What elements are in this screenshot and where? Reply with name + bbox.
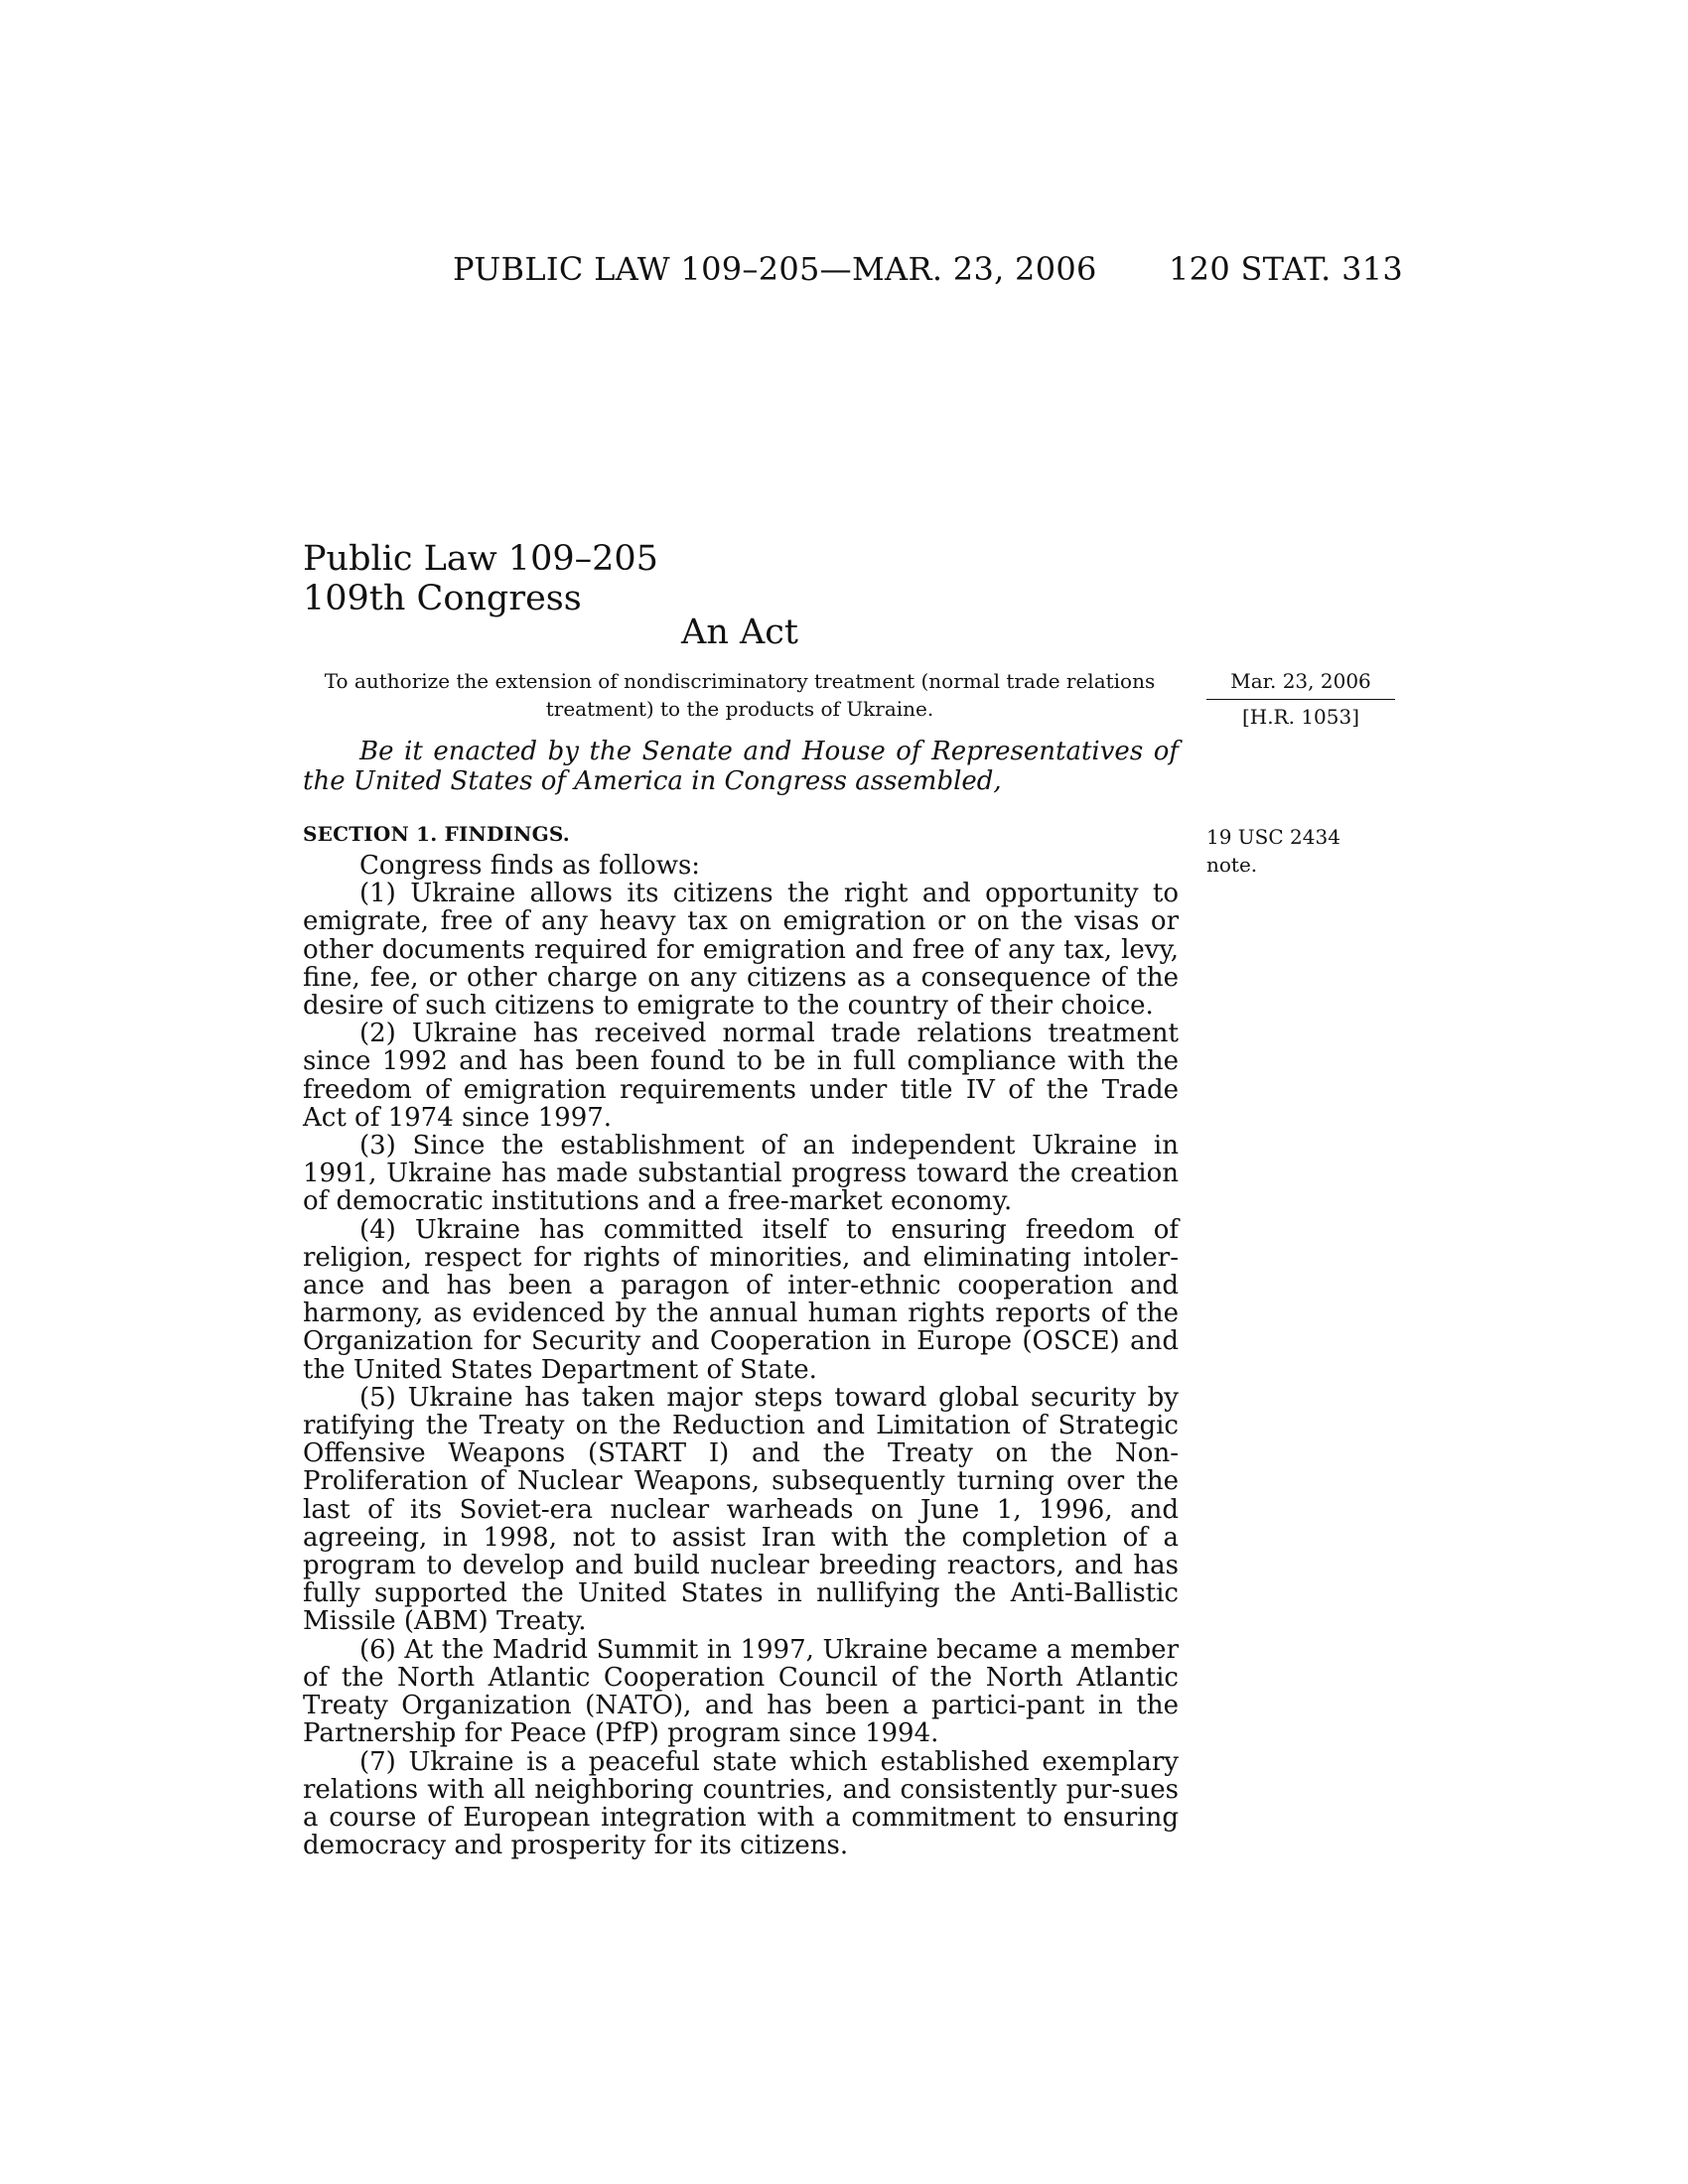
running-head-left: PUBLIC LAW 109–205—MAR. 23, 2006 xyxy=(453,250,1097,288)
finding-4: (4) Ukraine has committed itself to ensuring freedom of religion, respect for rights of minorities, and eliminating intoler-ance and has been a paragon of inter-ethnic cooperation and harmony, as evidenced by the annual human rights reports of the Organization for Security and Cooperation in Europe (OSCE) and the United States Department of State. xyxy=(303,1214,1179,1385)
enacting-clause xyxy=(303,737,1179,796)
finding-5: (5) Ukraine has taken major steps toward global security by ratifying the Treaty on the Reduction and Limitation of Strategic Offensive Weapons (START I) and the Treaty on the Non-Proliferation of Nuclear Weapons, subsequently turning over the last of its Soviet-era nuclear warheads on June 1, 1996, and agreeing, in 1998, not to assist Iran with the completion of a program to develop and build nuclear breeding reactors, and has fully supported the United States in nullifying the Anti-Ballistic Missile (ABM) Treaty. xyxy=(303,1382,1179,1637)
finding-2: (2) Ukraine has received normal trade relations treatment since 1992 and has been found to be in full compliance with the freedom of emigration requirements under title IV of the Trade Act of 1974 since 1997. xyxy=(303,1019,1179,1133)
finding-6: (6) At the Madrid Summit in 1997, Ukraine became a member of the North Atlantic Cooperation Council of the North Atlantic Treaty Organization (NATO), and has been a partici-pant in the Partnership for Peace (PfP) program since 1994. xyxy=(303,1634,1179,1749)
section-heading: SECTION 1. FINDINGS. xyxy=(303,822,570,846)
act-purpose: To authorize the extension of nondiscriminatory treatment (normal trade relations treatment) to the products of Ukraine. xyxy=(324,669,1156,721)
finding-1: (1) Ukraine allows its citizens the right and opportunity to emigrate, free of any heavy tax on emigration or on the visas or other documents required for emigration and free of any tax, levy, fine, fee, or other charge on any citizens as a consequence of the desire of such citizens to emigrate to the country of their choice. xyxy=(303,879,1179,1022)
margin-note-bill-number: [H.R. 1053] xyxy=(1241,705,1360,729)
section-body xyxy=(303,852,1179,1859)
enacting-clause-text: Be it enacted by the Senate and House of Representatives of the United States of America in Congress assembled, xyxy=(303,737,1179,796)
finding-7: (7) Ukraine is a peaceful state which established exemplary relations with all neighboring countries, and consistently pur-sues a course of European integration with a commitment to ensuring democracy and prosperity for its citizens. xyxy=(303,1746,1179,1861)
margin-note-usc: 19 USC 2434 note. xyxy=(1206,825,1340,877)
margin-note-date: Mar. 23, 2006 xyxy=(1230,669,1371,693)
finding-3: (3) Since the establishment of an independent Ukraine in 1991, Ukraine has made substantial progress toward the creation of democratic institutions and a free-market economy. xyxy=(303,1131,1179,1217)
margin-note-divider xyxy=(1206,699,1395,700)
running-head-page-citation: 120 STAT. 313 xyxy=(1169,250,1404,288)
act-heading: An Act xyxy=(681,613,798,652)
public-law-number: Public Law 109–205 xyxy=(303,539,658,579)
congress-number: 109th Congress xyxy=(303,579,582,618)
margin-note-date-bill xyxy=(1206,667,1395,731)
section-lead-in: Congress finds as follows: xyxy=(359,851,701,881)
